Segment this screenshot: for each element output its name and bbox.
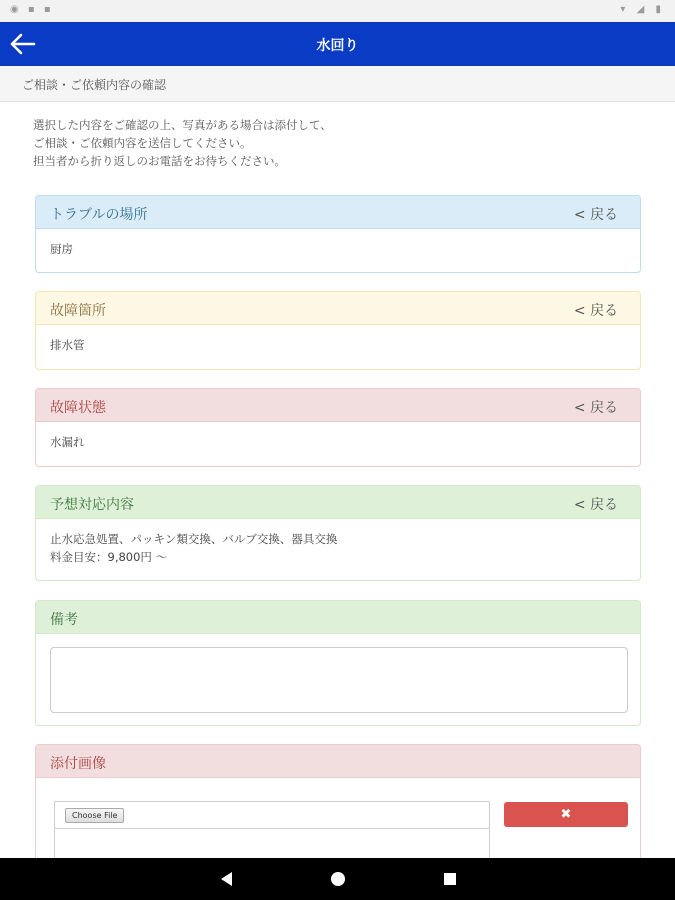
- back-link[interactable]: < 戻る: [573, 497, 618, 513]
- card-trouble-location: [35, 195, 641, 273]
- file-preview: [54, 829, 490, 859]
- intro-text: [33, 116, 643, 170]
- system-nav-bar: [0, 858, 675, 900]
- notes-textarea[interactable]: [50, 647, 628, 713]
- nav-recents-icon[interactable]: [430, 858, 470, 900]
- status-bar: [0, 0, 675, 22]
- back-link[interactable]: < 戻る: [573, 303, 618, 319]
- file-input: [54, 801, 490, 829]
- card-attachment: [35, 744, 641, 874]
- card-title: 添付画像: [50, 756, 106, 772]
- back-link[interactable]: < 戻る: [573, 400, 618, 416]
- card-notes: [35, 600, 641, 726]
- card-title: 故障箇所: [50, 303, 106, 319]
- delete-button[interactable]: [504, 802, 628, 827]
- response-detail: 止水応急処置、パッキン類交換、バルブ交換、器具交換: [50, 532, 338, 546]
- card-title: トラブルの場所: [50, 207, 148, 223]
- intro-line: 選択した内容をご確認の上、写真がある場合は添付して、: [33, 118, 332, 132]
- card-failure-part: [35, 291, 641, 370]
- card-value: 厨房: [50, 242, 73, 256]
- card-header: [36, 745, 640, 778]
- close-icon: ✖: [560, 807, 572, 822]
- card-title: 予想対応内容: [50, 497, 134, 513]
- intro-line: 担当者から折り返しのお電話をお待ちください。: [33, 154, 286, 168]
- card-value: 排水管: [50, 338, 85, 352]
- card-title: 故障状態: [50, 400, 106, 416]
- back-link[interactable]: < 戻る: [573, 207, 618, 223]
- nav-home-icon[interactable]: [318, 858, 358, 900]
- status-system-icons: ▾ ◢ ▮: [620, 4, 665, 15]
- app-bar: [0, 22, 675, 66]
- card-value: [36, 519, 640, 577]
- page-title: 水回り: [316, 38, 359, 54]
- intro-line: ご相談・ご依頼内容を送信してください。: [33, 136, 252, 150]
- card-expected-response: [35, 485, 641, 581]
- section-title: ご相談・ご依頼内容の確認: [22, 78, 167, 92]
- nav-back-icon[interactable]: [207, 858, 247, 900]
- section-header: [0, 66, 675, 102]
- card-header: [36, 196, 640, 229]
- card-header: [36, 292, 640, 325]
- status-notification-icons: ◉ ▪ ▪: [10, 4, 54, 15]
- card-header: [36, 389, 640, 422]
- card-value: 水漏れ: [50, 435, 85, 449]
- card-header: [36, 601, 640, 634]
- card-header: [36, 486, 640, 519]
- card-title: 備考: [50, 612, 78, 628]
- price-estimate: 料金目安：9,800円 〜: [50, 550, 168, 564]
- choose-file-button[interactable]: Choose File: [65, 808, 124, 823]
- card-failure-condition: [35, 388, 641, 467]
